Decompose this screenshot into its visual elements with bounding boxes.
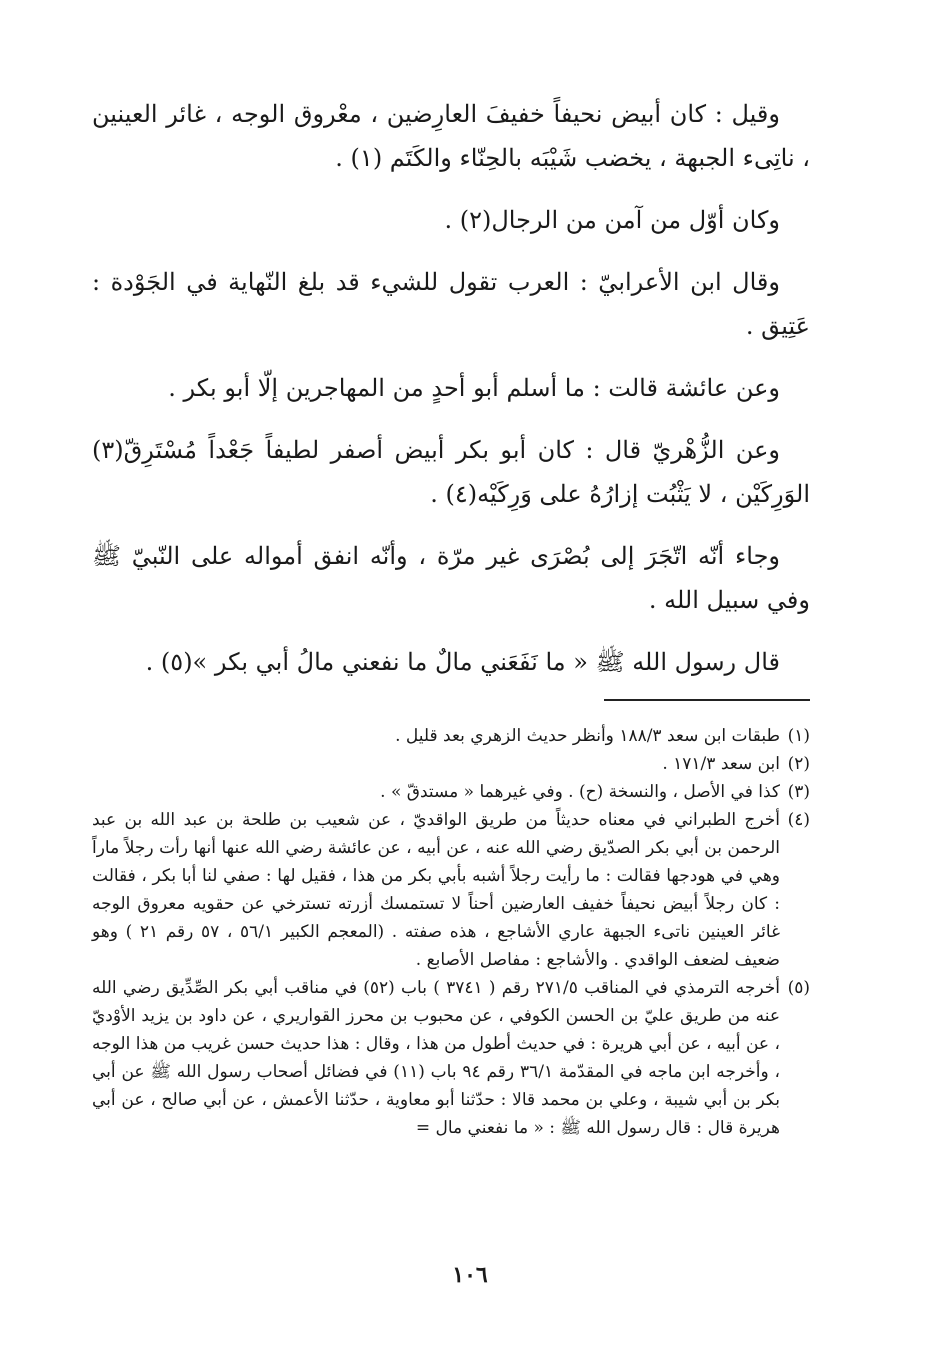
footnotes <box>92 722 810 1142</box>
paragraph-description: وقيل : كان أبيض نحيفاً خفيفَ العارِضين ، معْروق الوجه ، غائر العينين ، ناتِىء الجبهة ، يخضب شَيْبَه بالحِنّاء والكَتَم (١) . <box>92 100 810 172</box>
footnote <box>92 750 810 778</box>
main-text <box>92 92 810 702</box>
paragraph-first-believer: وكان أوّل من آمن من الرجال(٢) . <box>444 206 780 234</box>
footnote-text: طبقات ابن سعد ١٨٨/٣ وأنظر حديث الزهري بعد قليل . <box>395 726 780 746</box>
footnote <box>92 778 810 806</box>
footnote-number: (٣) <box>787 782 810 802</box>
paragraph-zuhri: وعن الزُّهْريّ قال : كان أبو بكر أبيض أصفر لطيفاً جَعْداً مُسْتَرِقّ(٣) الوَرِكَيْن ، لا يَثْبُت إزارُهُ على وَرِكَيْه(٤) . <box>92 436 810 508</box>
footnote-number: (٥) <box>787 978 810 998</box>
footnote-text: كذا في الأصل ، والنسخة (ح) . وفي غيرهما « مستدقّ » . <box>380 782 780 802</box>
footnote-divider <box>604 699 810 701</box>
paragraph-ibn-arabi: وقال ابن الأعرابيّ : العرب تقول للشيء قد بلغ النّهاية في الجَوْدة : عَتِيق . <box>92 268 810 340</box>
footnote-text: ابن سعد ١٧١/٣ . <box>662 754 780 774</box>
paragraph-busra: وجاء أنّه اتّجَرَ إلى بُصْرَى غير مرّة ، وأنّه انفق أمواله على النّبيّ ﷺ وفي سبيل الله . <box>92 542 810 614</box>
footnote <box>92 974 810 1142</box>
page-number: ١٠٦ <box>452 1262 488 1288</box>
footnote <box>92 806 810 974</box>
footnote-number: (٢) <box>787 754 810 774</box>
footnote-text: أخرج الطبراني في معناه حديثاً من طريق الواقديّ ، عن شعيب بن طلحة بن عبد الله بن عبد الرحمن بن أبي بكر الصدّيق رضي الله عنه ، عن أبيه ، عن عائشة رضي الله عنها أنها رأت رجلاً ماراً وهي في هودجها فقالت : ما رأيت رجلاً أشبه بأبي بكر من هذا ، فقيل لها : صفي لنا أبا بكر ، فقالت : كان رجلاً أبيض نحيفاً خفيف العارضين أحناً لا تستمسك أزرته تسترخي عن حقويه معروق الوجه غائر العينين ناتىء الجبهة عاري الأشاجع ، هذه صفته . (المعجم الكبير ٥٦/١ ، ٥٧ رقم ٢١ ) وهو ضعيف لضعف الواقدي . والأشاجع : مفاصل الأصابع . <box>92 810 780 970</box>
footnote-number: (٤) <box>787 810 810 830</box>
paragraph-aisha: وعن عائشة قالت : ما أسلم أبو أحدٍ من المهاجرين إلّا أبو بكر . <box>168 374 780 402</box>
footnote-number: (١) <box>787 726 810 746</box>
paragraph-hadith: قال رسول الله ﷺ « ما نَفَعَني مالٌ ما نفعني مالُ أبي بكر »(٥) . <box>145 648 780 676</box>
footnote <box>92 722 810 750</box>
footnote-text: أخرجه الترمذي في المناقب ٢٧١/٥ رقم ( ٣٧٤١ ) باب (٥٢) في مناقب أبي بكر الصِّدِّيق رضي الله عنه من طريق عليّ بن الحسن الكوفي ، عن محبوب بن محرز القواريري ، عن داود بن يزيد الأوْديّ ، عن أبيه ، عن أبي هريرة : في حديث أطول من هذا ، وقال : هذا حديث حسن غريب من هذا الوجه ، وأخرجه ابن ماجه في المقدّمة ٣٦/١ رقم ٩٤ باب (١١) في فضائل أصحاب رسول الله ﷺ عن أبي بكر بن أبي شيبة ، وعلي بن محمد قالا : حدّثنا أبو معاوية ، حدّثنا الأعمش ، عن أبي صالح ، عن أبي هريرة قال : قال رسول الله ﷺ : « ما نفعني مال = <box>92 978 780 1138</box>
